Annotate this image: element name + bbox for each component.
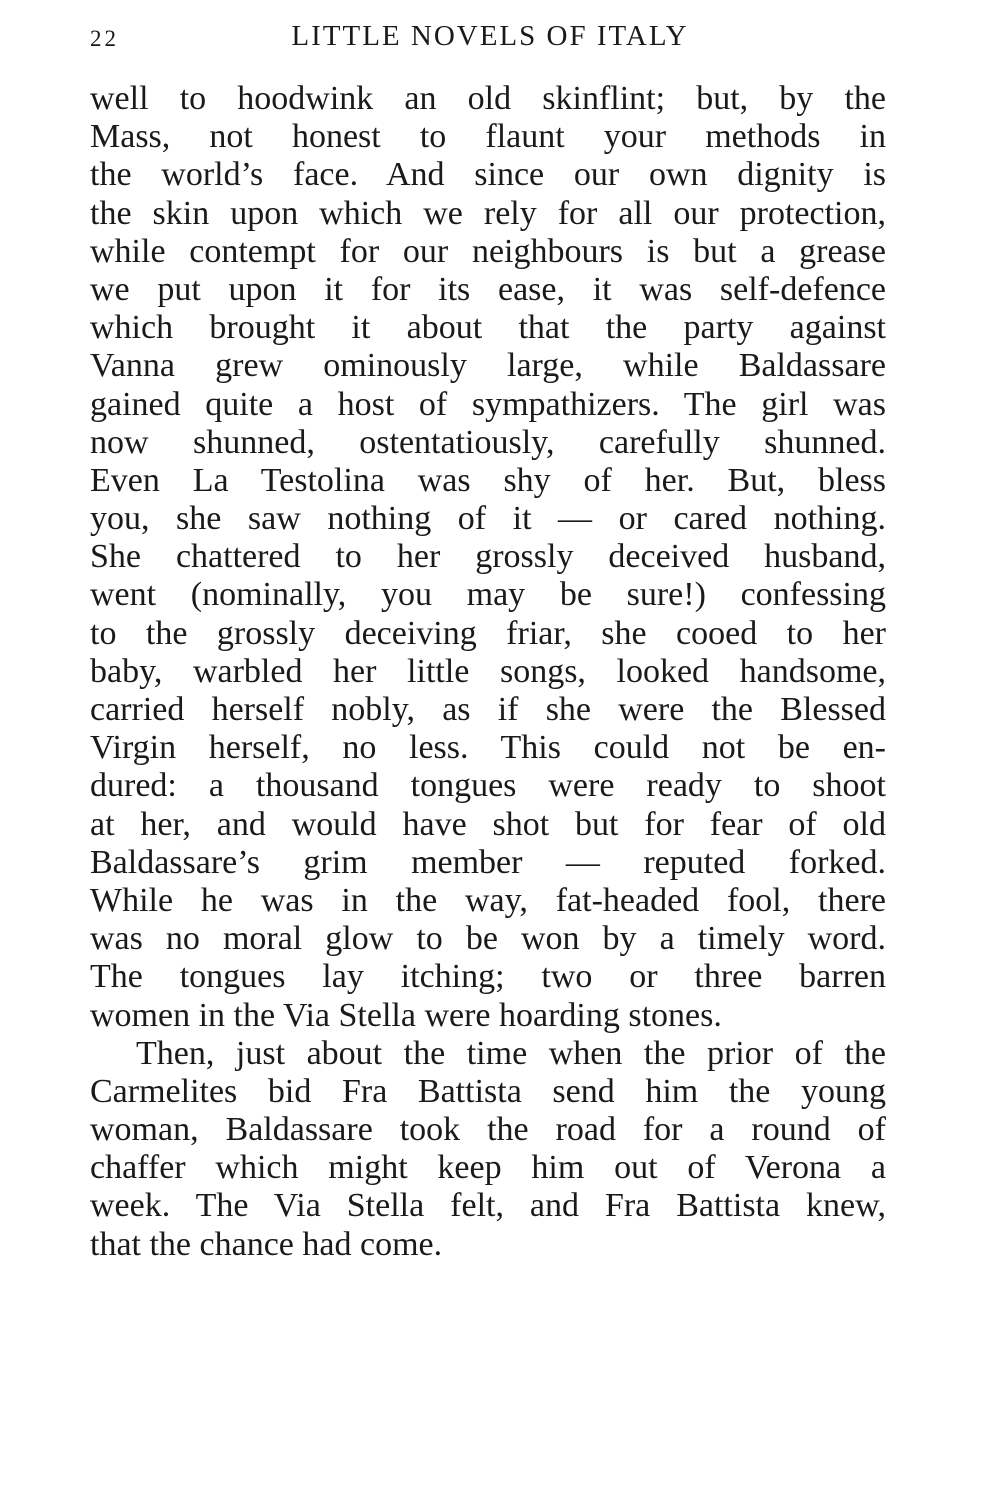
text-line: week. The Via Stella felt, and Fra Battista knew,	[90, 1187, 886, 1225]
text-line: to the grossly deceiving friar, she cooed to her	[90, 614, 886, 652]
text-line: carried herself nobly, as if she were the Blessed	[90, 691, 886, 728]
text-line: Carmelites bid Fra Battista send him the young	[90, 1072, 886, 1110]
text-line: While he was in the way, fat-headed fool, there	[90, 881, 886, 919]
paragraph	[90, 1035, 886, 1264]
text-line: Even La Testolina was shy of her. But, bless	[90, 461, 886, 499]
text-line: Mass, not honest to flaunt your methods in	[90, 118, 886, 156]
text-line: gained quite a host of sympathizers. The girl was	[90, 385, 886, 423]
text-line: which brought it about that the party against	[90, 309, 886, 347]
text-line: at her, and would have shot but for fear of old	[90, 805, 886, 843]
text-line: the skin upon which we rely for all our protection,	[90, 194, 886, 232]
text-line: She chattered to her grossly deceived husband,	[90, 538, 886, 576]
text-line: chaffer which might keep him out of Verona a	[90, 1149, 886, 1187]
text-line: while contempt for our neighbours is but a grease	[90, 232, 886, 270]
text-line: Virgin herself, no less. This could not be en-	[90, 729, 886, 767]
running-title: LITTLE NOVELS OF ITALY	[291, 20, 689, 52]
text-line: Vanna grew ominously large, while Baldassare	[90, 347, 886, 385]
text-line: well to hoodwink an old skinflint; but, by the	[90, 80, 886, 117]
text-line: Then, just about the time when the prior of the	[136, 1034, 886, 1072]
text-line: Baldassare’s grim member — reputed forked.	[90, 843, 886, 881]
body-text	[90, 80, 886, 1264]
text-line: that the chance had come.	[90, 1225, 443, 1263]
paragraph	[90, 80, 886, 1035]
text-line: women in the Via Stella were hoarding stones.	[90, 996, 722, 1034]
running-head	[90, 18, 890, 62]
text-line: went (nominally, you may be sure!) confessing	[90, 576, 886, 614]
text-line: baby, warbled her little songs, looked handsome,	[90, 652, 886, 690]
text-line: we put upon it for its ease, it was self-defence	[90, 270, 886, 308]
text-line: now shunned, ostentatiously, carefully shunned.	[90, 423, 886, 461]
text-line: dured: a thousand tongues were ready to shoot	[90, 767, 886, 805]
page-number: 22	[90, 26, 119, 51]
text-line: the world’s face. And since our own dignity is	[90, 156, 886, 194]
text-line: woman, Baldassare took the road for a round of	[90, 1111, 886, 1149]
text-line: you, she saw nothing of it — or cared nothing.	[90, 500, 886, 538]
text-line: was no moral glow to be won by a timely word.	[90, 920, 886, 958]
text-line: The tongues lay itching; two or three barren	[90, 958, 886, 996]
